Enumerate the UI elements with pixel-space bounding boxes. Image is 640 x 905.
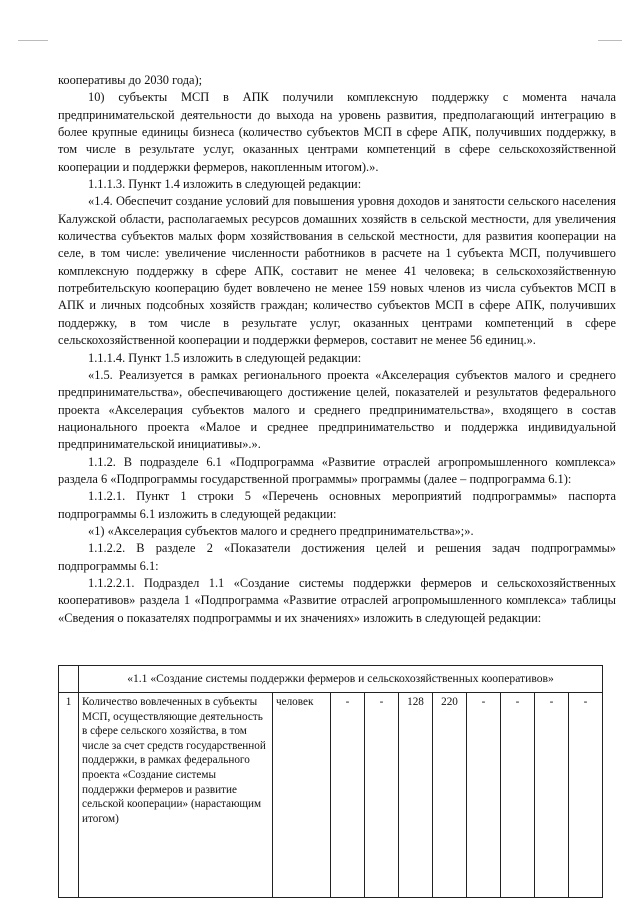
table-cell <box>59 666 79 693</box>
indicator-name: Количество вовлеченных в субъекты МСП, осуществляющие деятельность в сфере сельского хозяйства, в том числе за счет средств государственной поддержки, в рамках федерального проекта «Создание системы поддержки фермеров и развитие сельской кооперации» (нарастающим итогом) <box>79 693 273 898</box>
paragraph: «1.4. Обеспечит создание условий для повышения уровня доходов и занятости сельского населения Калужской области, располагаемых ресурсов домашних хозяйств в сельской местности, для увеличения количества субъектов малых форм хозяйствования в сельской местности, для развития кооперации на селе, в том числе: увеличение численности работников в расчете на 1 субъекта МСП, получившего комплексную поддержку в сфере АПК, составит не менее 41 человека; в сельскохозяйственную потребительскую кооперацию будет вовлечено не менее 159 новых членов из числа субъектов МСП в АПК и личных подсобных хозяйств граждан; количество субъектов МСП в сфере АПК, получивших поддержку, в том числе в результате услуг, оказанных центрами компетенций в сфере сельскохозяйственной кооперации и поддержки фермеров, составит не менее 56 единиц.». <box>58 194 616 348</box>
table-row <box>59 693 603 898</box>
paragraph: 1.1.2.1. Пункт 1 строки 5 «Перечень основных мероприятий подпрограммы» паспорта подпрограммы 6.1 изложить в следующей редакции: <box>58 489 616 521</box>
table-section-row <box>59 666 603 693</box>
paragraph: 1.1.2. В подразделе 6.1 «Подпрограмма «Развитие отраслей агропромышленного комплекса» раздела 6 «Подпрограммы государственной программы» программы (далее – подпрограмма 6.1): <box>58 454 616 486</box>
indicators-table <box>58 665 603 898</box>
paragraph: 1.1.1.4. Пункт 1.5 изложить в следующей редакции: <box>88 350 362 365</box>
paragraph: «1) «Акселерация субъектов малого и среднего предпринимательства»;». <box>88 523 474 538</box>
paragraph: 1.1.2.2.1. Подраздел 1.1 «Создание системы поддержки фермеров и сельскохозяйственных кооперативов» раздела 1 «Подпрограмма «Развитие отраслей агропромышленного комплекса» таблицы «Сведения о показателях подпрограммы и их значениях» изложить в следующей редакции: <box>58 575 616 625</box>
value-cell: 220 <box>433 693 467 898</box>
value-cell: - <box>569 693 603 898</box>
paragraph: 1.1.1.3. Пункт 1.4 изложить в следующей редакции: <box>88 177 362 192</box>
scan-artifact <box>18 40 48 41</box>
scan-artifact <box>598 40 622 41</box>
paragraph: 10) субъекты МСП в АПК получили комплексную поддержку с момента начала предпринимательской деятельности до выхода на уровень развития, предполагающий интеграцию в более крупные единицы бизнеса (количество субъектов МСП в сфере АПК, получивших поддержку, в том числе в результате услуг, оказанных центрами компетенций в сфере сельскохозяйственной кооперации и поддержки фермеров, накопленным итогом).». <box>58 90 616 174</box>
value-cell: - <box>365 693 399 898</box>
section-header: «1.1 «Создание системы поддержки фермеров и сельскохозяйственных кооперативов» <box>79 666 603 693</box>
document-body <box>58 72 616 627</box>
paragraph: кооперативы до 2030 года); <box>58 73 203 87</box>
value-cell: - <box>467 693 501 898</box>
paragraph: 1.1.2.2. В разделе 2 «Показатели достижения целей и решения задач подпрограммы» подпрограммы 6.1: <box>58 541 616 573</box>
unit-cell: человек <box>273 693 331 898</box>
value-cell: - <box>501 693 535 898</box>
row-number: 1 <box>59 693 79 898</box>
value-cell: 128 <box>399 693 433 898</box>
value-cell: - <box>331 693 365 898</box>
value-cell: - <box>535 693 569 898</box>
paragraph: «1.5. Реализуется в рамках регионального проекта «Акселерация субъектов малого и среднего предпринимательства», обеспечивающего достижение целей, показателей и результатов федерального проекта «Акселерация субъектов малого и среднего предпринимательства», входящего в состав национального проекта «Малое и среднее предпринимательство и поддержка индивидуальной предпринимательской инициативы».». <box>58 367 616 452</box>
